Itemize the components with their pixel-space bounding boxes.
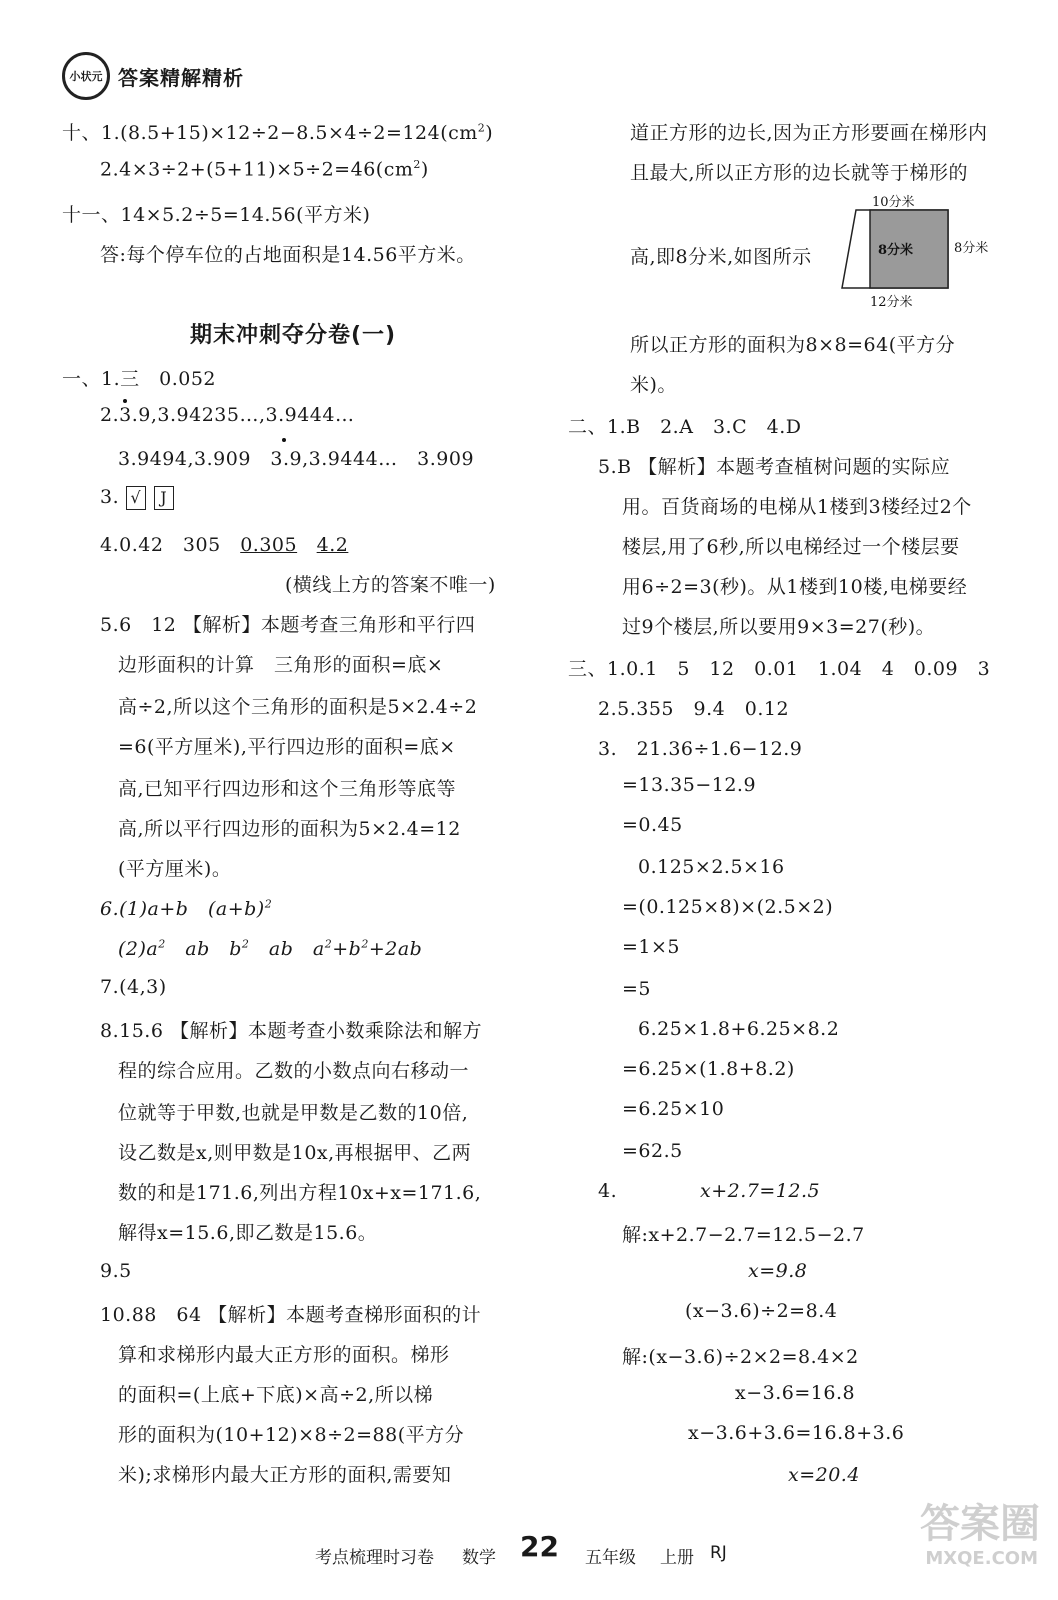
answer-line: 6.(1)a+b $(a+b)^2$ [100, 897, 273, 920]
section-title: 期末冲刺夺分卷(一) [190, 323, 397, 348]
answer-line: 米);求梯形内最大正方形的面积,需要知 [118, 1464, 452, 1486]
answer-line: (平方厘米)。 [118, 858, 232, 880]
answer-line: 解得x=15.6,即乙数是15.6。 [118, 1222, 378, 1244]
logo [62, 52, 110, 100]
answer-line: 数的和是171.6,列出方程10x+x=171.6, [118, 1182, 482, 1204]
figure-label-right: 8分米 [954, 241, 989, 256]
answer-line: 边形面积的计算 三角形的面积=底× [118, 654, 444, 676]
answer-line: x=20.4 [788, 1464, 860, 1486]
answer-line: 三、1.0.1 5 12 0.01 1.04 4 0.09 3 [568, 658, 991, 680]
figure-label-inner: 8分米 [878, 243, 914, 258]
trapezoid-figure [830, 190, 1030, 310]
footer-term: 上册 [660, 1548, 694, 1568]
answer-line: 高,所以平行四边形的面积为5×2.4=12 [118, 818, 461, 840]
answer-line: 9.5 [100, 1260, 132, 1282]
answer-line: 高,即8分米,如图所示 [630, 246, 812, 268]
answer-line: 0.125×2.5×16 [638, 856, 785, 878]
repeating-dot [123, 399, 127, 403]
answer-line: 8.15.6 【解析】本题考查小数乘除法和解方 [100, 1020, 482, 1042]
answer-line: =62.5 [622, 1140, 683, 1162]
page-number: 22 [520, 1530, 559, 1563]
answer-line: 算和求梯形内最大正方形的面积。梯形 [118, 1344, 450, 1366]
answer-line: 一、1.三 0.052 [62, 368, 217, 390]
answer-line: 过9个楼层,所以要用9×3=27(秒)。 [622, 616, 936, 638]
answer-line: =(0.125×8)×(2.5×2) [622, 896, 834, 918]
answer-line: 3.9494,3.909 3.9,3.9444… 3.909 [118, 448, 475, 470]
answer-line: 位就等于甲数,也就是甲数是乙数的10倍, [118, 1102, 469, 1124]
check-box: √ [126, 486, 146, 510]
answer-line: 解:(x−3.6)÷2×2=8.4×2 [622, 1346, 859, 1368]
answer-line: x−3.6=16.8 [735, 1382, 856, 1404]
answer-line: $2.4\times 3\div 2+(5+11)\times 5\div 2=46(cm^2)$ [100, 158, 429, 181]
answer-line: $(2)a^2$ ab $b^2$ ab $a^2+b^2+2ab$ [118, 937, 423, 960]
answer-line: 形的面积为(10+12)×8÷2=88(平方分 [118, 1424, 465, 1446]
answer-line: 且最大,所以正方形的边长就等于梯形的 [630, 162, 969, 184]
header-title: 答案精解精析 [118, 66, 244, 90]
repeating-dot [282, 438, 286, 442]
answer-line: =0.45 [622, 814, 683, 836]
footer-edition: RJ [710, 1543, 727, 1563]
answer-line: =13.35−12.9 [622, 774, 757, 796]
figure-label-bottom: 12分米 [870, 295, 913, 310]
answer-line: =6(平方厘米),平行四边形的面积=底× [118, 736, 456, 758]
answer-line: 高÷2,所以这个三角形的面积是5×2.4÷2 [118, 696, 478, 718]
answer-line: 用。百货商场的电梯从1楼到3楼经过2个 [622, 496, 972, 518]
footer-grade: 五年级 [585, 1548, 636, 1568]
answer-line: x−3.6+3.6=16.8+3.6 [688, 1422, 905, 1444]
answer-line: 十一、14×5.2÷5=14.56(平方米) [62, 204, 371, 226]
answer-line: 5.B 【解析】本题考查植树问题的实际应 [598, 456, 951, 478]
answer-line: 程的综合应用。乙数的小数点向右移动一 [118, 1060, 470, 1082]
answer-line: =6.25×(1.8+8.2) [622, 1058, 795, 1080]
answer-line: =1×5 [622, 936, 681, 958]
watermark: 答案圈 [920, 1501, 1040, 1547]
answer-line: 米)。 [630, 374, 677, 396]
answer-line: =5 [622, 978, 652, 1000]
figure-label-top: 10分米 [872, 195, 915, 210]
answer-line: =6.25×10 [622, 1098, 725, 1120]
answer-line: 所以正方形的面积为8×8=64(平方分 [630, 334, 956, 356]
answer-line: 3. √ J [100, 486, 182, 510]
answer-line: 2.3.9,3.94235…,3.9444… [100, 404, 355, 426]
answer-line: 道正方形的边长,因为正方形要画在梯形内 [630, 122, 988, 144]
answer-line: 10.88 64 【解析】本题考查梯形面积的计 [100, 1304, 482, 1326]
answer-line: (x−3.6)÷2=8.4 [685, 1300, 838, 1322]
check-box: J [154, 486, 174, 510]
answer-line: 的面积=(上底+下底)×高÷2,所以梯 [118, 1384, 434, 1406]
answer-line: 4. [598, 1180, 618, 1202]
answer-line: 6.25×1.8+6.25×8.2 [638, 1018, 840, 1040]
footer-subject: 数学 [462, 1548, 496, 1568]
note: (横线上方的答案不唯一) [285, 574, 496, 596]
answer-line: 用6÷2=3(秒)。从1楼到10楼,电梯要经 [622, 576, 968, 598]
answer-line: 5.6 12 【解析】本题考查三角形和平行四 [100, 614, 476, 636]
footer-book: 考点梳理时习卷 [315, 1548, 434, 1568]
answer-line: 7.(4,3) [100, 976, 167, 998]
answer-line: x+2.7=12.5 [700, 1180, 821, 1202]
watermark-url: MXQE.COM [925, 1548, 1038, 1569]
answer-line: 答:每个停车位的占地面积是14.56平方米。 [100, 244, 476, 266]
answer-line: 4.0.42 305 0.305 4.2 [100, 534, 349, 556]
answer-line: 3. 21.36÷1.6−12.9 [598, 738, 803, 760]
answer-line: 楼层,用了6秒,所以电梯经过一个楼层要 [622, 536, 960, 558]
answer-line: 2.5.355 9.4 0.12 [598, 698, 790, 720]
answer-line: 设乙数是x,则甲数是10x,再根据甲、乙两 [118, 1142, 472, 1164]
answer-line: 二、1.B 2.A 3.C 4.D [568, 416, 802, 438]
answer-line: 解:x+2.7−2.7=12.5−2.7 [622, 1224, 865, 1246]
answer-line: x=9.8 [748, 1260, 808, 1282]
logo-text: 小状元 [69, 70, 103, 83]
answer-line: 高,已知平行四边形和这个三角形等底等 [118, 778, 457, 800]
answer-line: 十、$1.(8.5+15)\times 12\div 2-8.5\times 4\div 2=124(cm^2)$ [62, 121, 494, 144]
